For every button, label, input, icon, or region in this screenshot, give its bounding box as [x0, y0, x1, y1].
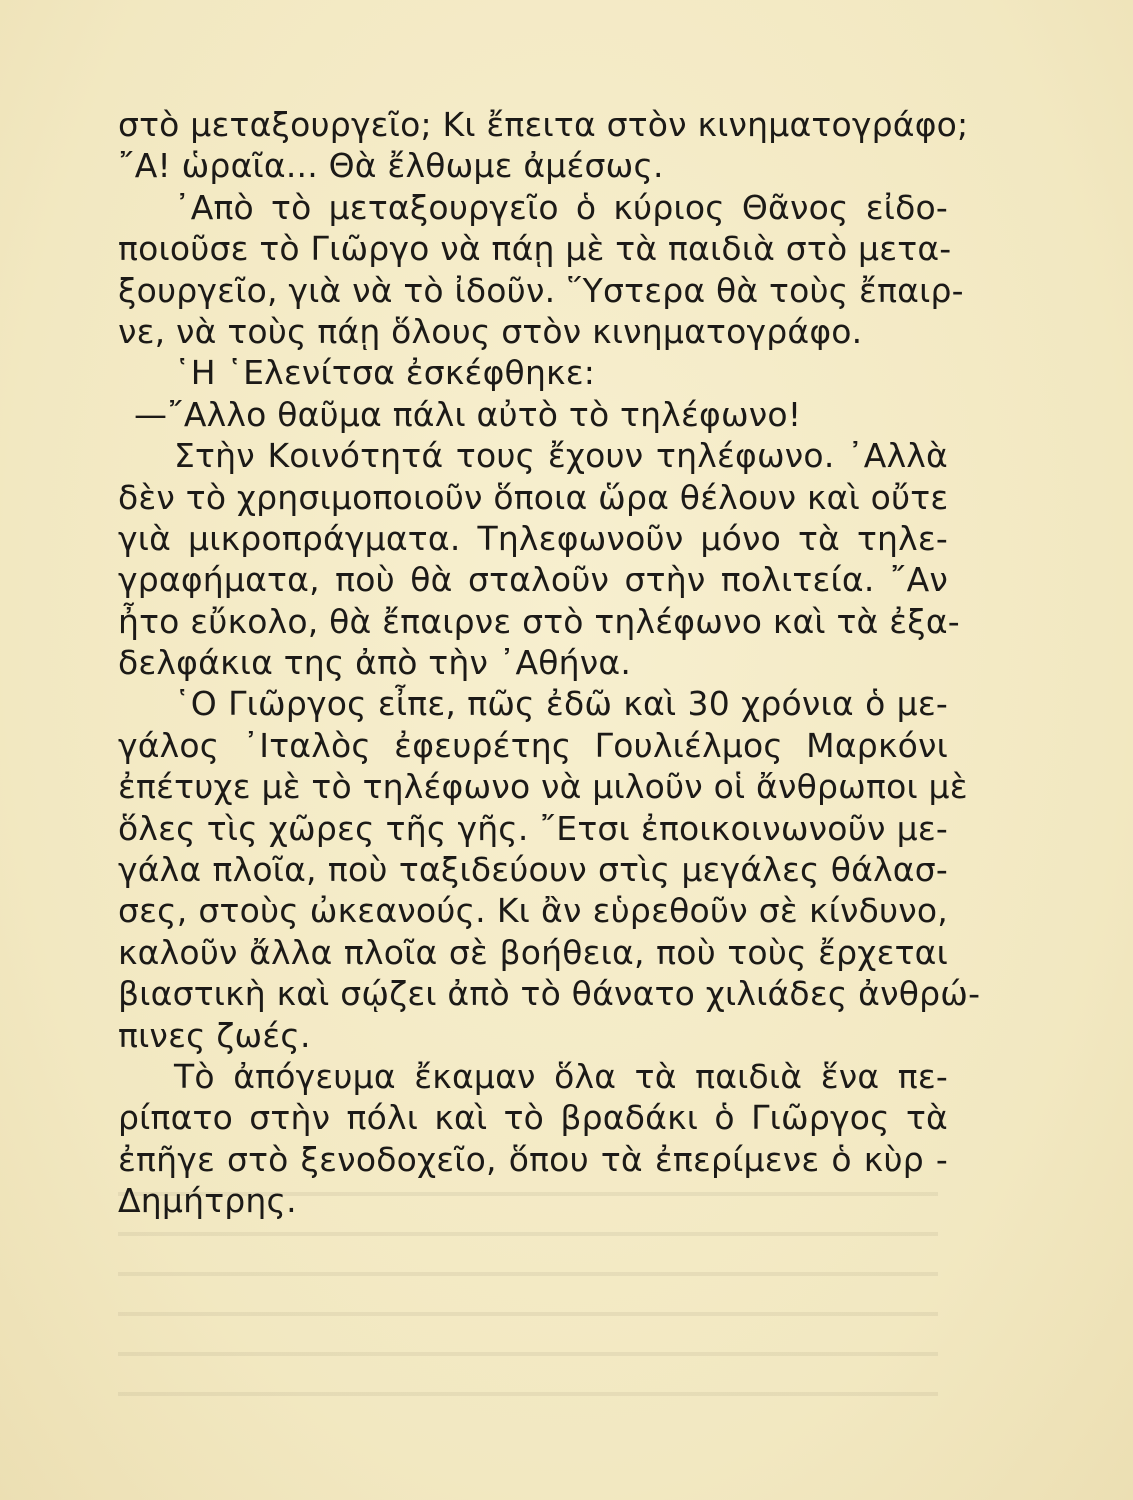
text-line: Στὴν Κοινότητά τους ἔχουν τηλέφωνο. ᾿Αλλὰ: [174, 436, 948, 476]
text-line: ρίπατο στὴν πόλι καὶ τὸ βραδάκι ὁ Γιῶργος τὰ: [118, 1098, 948, 1138]
text-line: ῾Η ῾Ελενίτσα ἐσκέφθηκε:: [174, 353, 596, 393]
text-line: Δημήτρης.: [118, 1181, 297, 1221]
text-line: ξουργεῖο, γιὰ νὰ τὸ ἰδοῦν. ῞Υστερα θὰ τοὺς ἔπαιρ-: [118, 270, 964, 310]
text-line: ἐπέτυχε μὲ τὸ τηλέφωνο νὰ μιλοῦν οἱ ἄνθρωποι μὲ: [118, 767, 968, 807]
text-line: καλοῦν ἄλλα πλοῖα σὲ βοήθεια, ποὺ τοὺς ἔρχεται: [118, 932, 948, 972]
text-line: γιὰ μικροπράγματα. Τηλεφωνοῦν μόνο τὰ τηλε-: [118, 518, 948, 558]
text-line: ποιοῦσε τὸ Γιῶργο νὰ πάῃ μὲ τὰ παιδιὰ στὸ μετα-: [118, 229, 952, 269]
text-line: νε, νὰ τοὺς πάῃ ὅλους στὸν κινηματογράφο.: [118, 311, 863, 351]
text-line: στὸ μεταξουργεῖο; Κι ἔπειτα στὸν κινηματογράφο;: [118, 105, 969, 144]
text-line: γραφήματα, ποὺ θὰ σταλοῦν στὴν πολιτεία. ῎Αν: [118, 560, 948, 600]
page-text: [118, 104, 981, 1222]
text-line: πινες ζωές.: [118, 1015, 311, 1055]
text-line: ῎Α! ὡραῖα... Θὰ ἔλθωμε ἀμέσως.: [118, 146, 664, 186]
text-line: —῎Αλλο θαῦμα πάλι αὐτὸ τὸ τηλέφωνο!: [134, 394, 802, 434]
text-line: ὅλες τὶς χῶρες τῆς γῆς. ῎Ετσι ἐποικοινωνοῦν με-: [118, 808, 948, 848]
text-line: ᾿Απὸ τὸ μεταξουργεῖο ὁ κύριος Θᾶνος εἰδο-: [174, 187, 948, 227]
text-line: βιαστικὴ καὶ σῴζει ἀπὸ τὸ θάνατο χιλιάδες ἀνθρώ-: [118, 974, 981, 1014]
text-line: δὲν τὸ χρησιμοποιοῦν ὅποια ὥρα θέλουν καὶ οὔτε: [118, 477, 949, 517]
text-line: ἦτο εὔκολο, θὰ ἔπαιρνε στὸ τηλέφωνο καὶ τὰ ἐξα-: [118, 601, 960, 641]
text-line: σες, στοὺς ὠκεανούς. Κι ἂν εὑρεθοῦν σὲ κίνδυνο,: [118, 891, 948, 931]
text-line: γάλα πλοῖα, ποὺ ταξιδεύουν στὶς μεγάλες θάλασ-: [118, 850, 948, 890]
text-line: γάλος ᾿Ιταλὸς ἐφευρέτης Γουλιέλμος Μαρκόνι: [118, 725, 948, 765]
text-line: δελφάκια της ἀπὸ τὴν ᾿Αθήνα.: [118, 643, 632, 683]
text-line: ῾Ο Γιῶργος εἶπε, πῶς ἐδῶ καὶ 30 χρόνια ὁ με-: [174, 684, 948, 724]
text-line: ἐπῆγε στὸ ξενοδοχεῖο, ὅπου τὰ ἐπερίμενε ὁ κὺρ -: [118, 1139, 948, 1179]
text-line: Τὸ ἀπόγευμα ἔκαμαν ὅλα τὰ παιδιὰ ἕνα πε-: [174, 1056, 948, 1096]
